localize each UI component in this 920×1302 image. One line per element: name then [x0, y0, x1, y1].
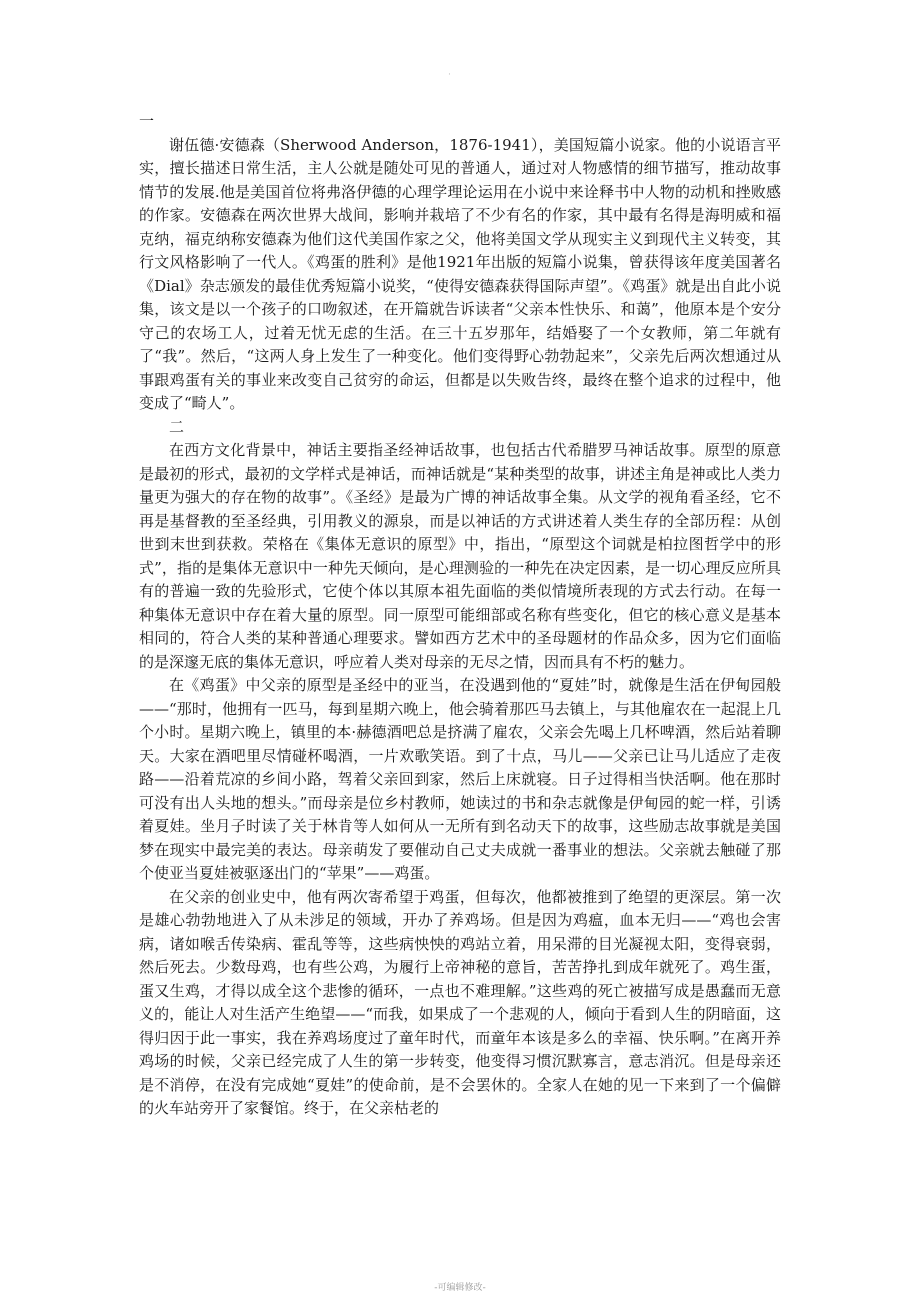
- paragraph-myth-background: 在西方文化背景中，神话主要指圣经神话故事，也包括古代希腊罗马神话故事。原型的原意是最初的形式，最初的文学样式是神话，而神话就是“某种类型的故事，讲述主角是神或比人类力量更为强大的存在物的故事”。《圣经》是最为广博的神话故事全集。从文学的视角看圣经，它不再是基督教的至圣经典，引用教义的源泉，而是以神话的方式讲述着人类生存的全部历程：从创世到末世到获救。荣格在《集体无意识的原型》中，指出，“原型这个词就是柏拉图哲学中的形式”，指的是集体无意识中一种先天倾向，是心理测验的一种先在决定因素，是一切心理反应所具有的普遍一致的先验形式，它使个体以其原本祖先面临的类似情境所表现的方式去行动。在每一种集体无意识中存在着大量的原型。同一原型可能细部或名称有些变化，但它的核心意义是基本相同的，符合人类的某种普通心理要求。譬如西方艺术中的圣母题材的作品众多，因为它们面临的是深邃无底的集体无意识，呼应着人类对母亲的无尽之情，因而具有不朽的魅力。: [139, 441, 781, 671]
- document-body: [139, 110, 781, 1121]
- paragraph-father-archetype: 在《鸡蛋》中父亲的原型是圣经中的亚当，在没遇到他的“夏娃”时，就像是生活在伊甸园般——“那时，他拥有一匹马，每到星期六晚上，他会骑着那匹马去镇上，与其他雇农在一起混上几个小时。星期六晚上，镇里的本·赫德酒吧总是挤满了雇农，父亲会先喝上几杯啤酒，然后站着聊天。大家在酒吧里尽情碰杯喝酒，一片欢歌笑语。到了十点，马儿——父亲已让马儿适应了走夜路——沿着荒凉的乡间小路，驾着父亲回到家，然后上床就寝。日子过得相当快活啊。他在那时可没有出人头地的想头。”而母亲是位乡村教师，她读过的书和杂志就像是伊甸园的蛇一样，引诱着夏娃。坐月子时读了关于林肯等人如何从一无所有到名动天下的故事，这些励志故事就是美国梦在现实中最完美的表达。母亲萌发了要催动自己丈夫成就一番事业的想法。父亲就去触碰了那个使亚当夏娃被驱逐出门的“苹果”——鸡蛋。: [139, 676, 781, 882]
- section-number-2: 二: [169, 417, 185, 436]
- paragraph-intro: 谢伍德·安德森（Sherwood Anderson，1876-1941），美国短篇小说家。他的小说语言平实，擅长描述日常生活，主人公就是随处可见的普通人，通过对人物感情的细节描写，推动故事情节的发展.他是美国首位将弗洛伊德的心理学理论运用在小说中来诠释书中人物的动机和挫败感的作家。安德森在两次世界大战间，影响并栽培了不少有名的作家，其中最有名得是海明威和福克纳，福克纳称安德森为他们这代美国作家之父，他将美国文学从现实主义到现代主义转变，其行文风格影响了一代人。《鸡蛋的胜利》是他1921年出版的短篇小说集，曾获得该年度美国著名《Dial》杂志颁发的最佳优秀短篇小说奖，“使得安德森获得国际声望”。《鸡蛋》就是出自此小说集，该文是以一个孩子的口吻叙述，在开篇就告诉读者“父亲本性快乐、和蔼”，他原本是个安分守己的农场工人，过着无忧无虑的生活。在三十五岁那年，结婚娶了一个女教师，第二年就有了“我”。然后，“这两人身上发生了一种变化。他们变得野心勃勃起来”，父亲先后两次想通过从事跟鸡蛋有关的事业来改变自己贫穷的命运，但都是以失败告终，最终在整个追求的过程中，他变成了“畸人”。: [139, 135, 781, 412]
- page-footer: -可编辑修改-: [434, 1283, 486, 1293]
- paragraph-father-career: 在父亲的创业史中，他有两次寄希望于鸡蛋，但每次，他都被推到了绝望的更深层。第一次是雄心勃勃地进入了从未涉足的领域，开办了养鸡场。但是因为鸡瘟，血本无归——“鸡也会害病，诸如喉舌传染病、霍乱等等，这些病怏怏的鸡站立着，用呆滞的目光凝视太阳，变得衰弱，然后死去。少数母鸡，也有些公鸡，为履行上帝神秘的意旨，苦苦挣扎到成年就死了。鸡生蛋，蛋又生鸡，才得以成全这个悲惨的循环，一点也不难理解。”这些鸡的死亡被描写成是愚蠢而无意义的，能让人对生活产生绝望——“而我，如果成了一个悲观的人，倾向于看到人生的阴暗面，这得归因于此一事实，我在养鸡场度过了童年时代，而童年本该是多么的幸福、快乐啊。”在离开养鸡场的时候，父亲已经完成了人生的第一步转变，他变得习惯沉默寡言，意志消沉。但是母亲还是不消停，在没有完成她“夏娃”的使命前，是不会罢休的。全家人在她的见一下来到了一个偏僻的火车站旁开了家餐馆。终于，在父亲枯老的: [139, 887, 781, 1117]
- header-mark: ·: [448, 70, 451, 80]
- section-number-1: 一: [139, 112, 155, 130]
